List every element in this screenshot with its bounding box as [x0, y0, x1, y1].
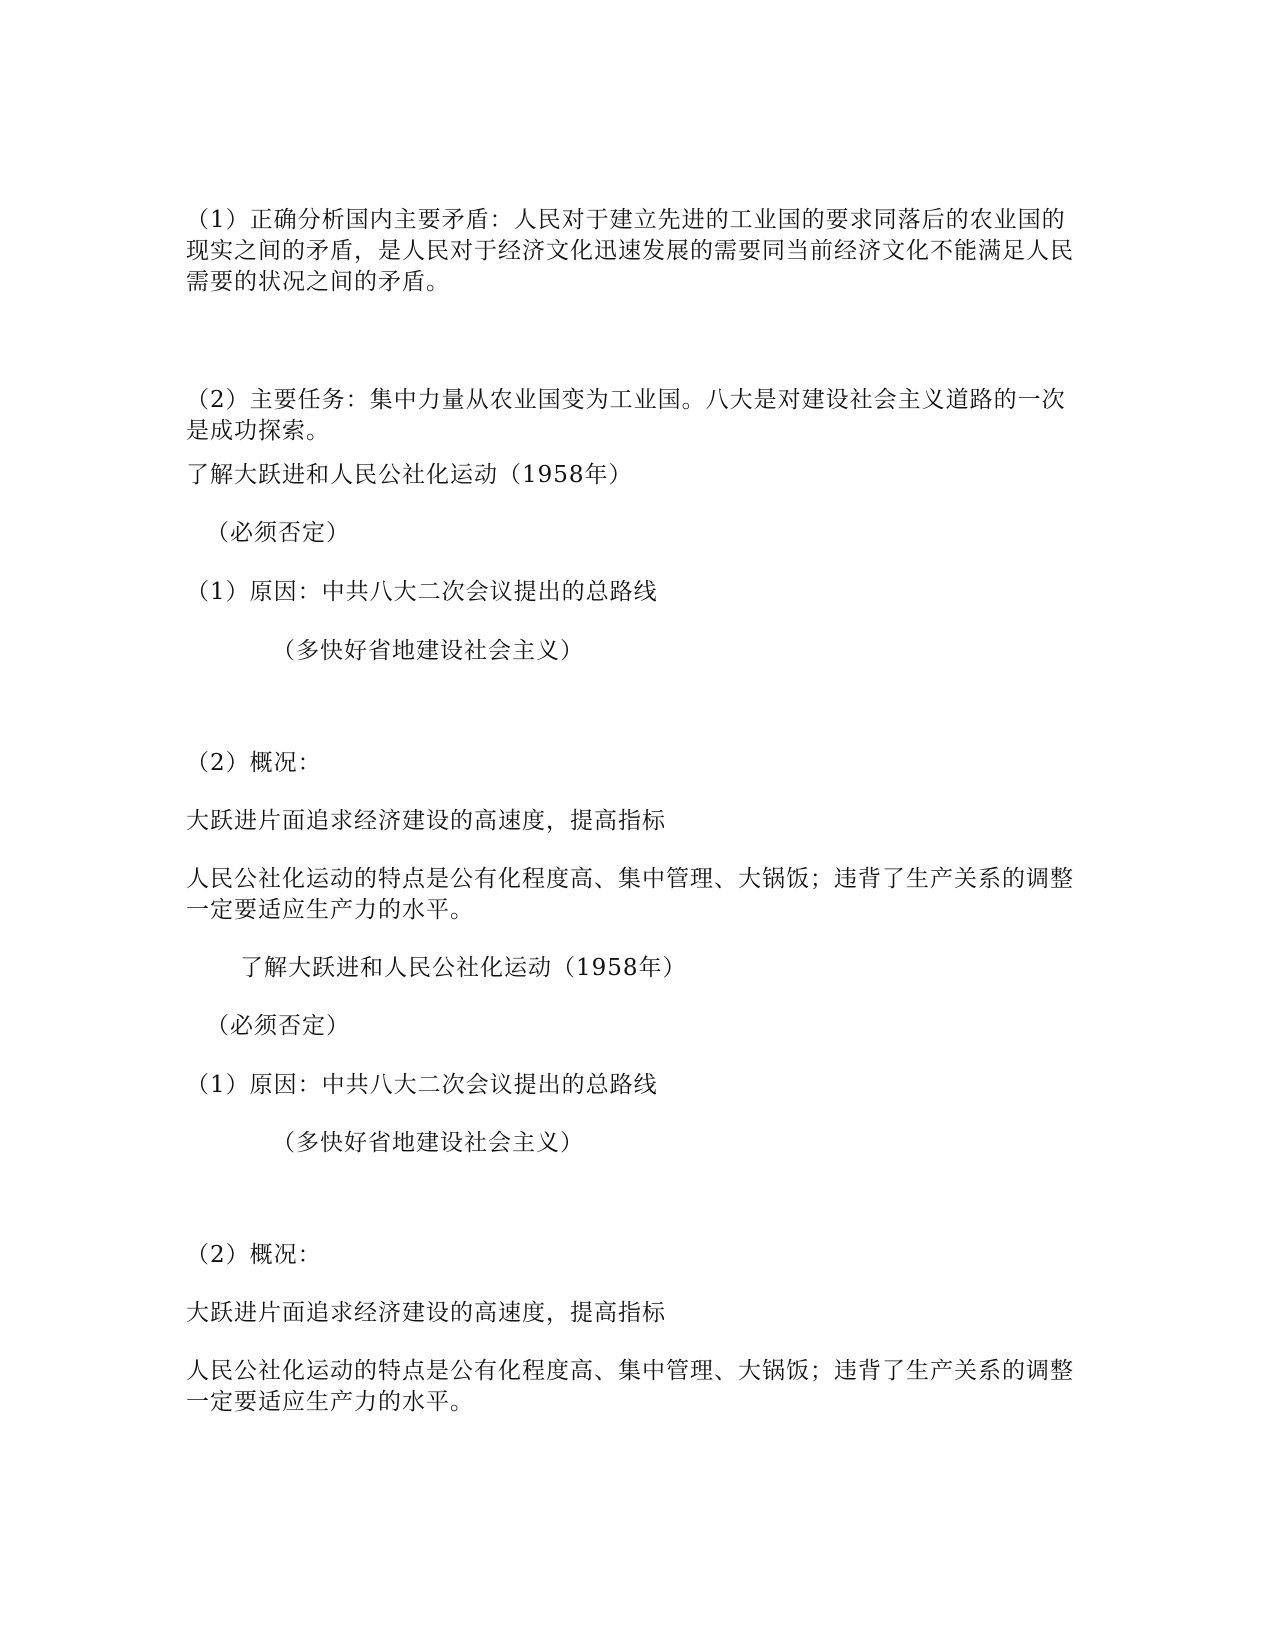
paragraph-commune-features: 人民公社化运动的特点是公有化程度高、集中管理、大锅饭；违背了生产关系的调整一定要适应生产力的水平。 — [186, 866, 1074, 923]
paragraph-great-leap-desc-repeat: 大跃进片面追求经济建设的高速度，提高指标 — [186, 1300, 666, 1326]
paragraph-great-leap-desc: 大跃进片面追求经济建设的高速度，提高指标 — [186, 808, 666, 834]
paragraph-cause-repeat: （1）原因：中共八大二次会议提出的总路线 — [186, 1072, 658, 1098]
paragraph-main-task: （2）主要任务：集中力量从农业国变为工业国。八大是对建设社会主义道路的一次是成功探索。 — [186, 387, 1066, 444]
paragraph-cause: （1）原因：中共八大二次会议提出的总路线 — [186, 579, 658, 605]
paragraph-overview-label-repeat: （2）概况： — [186, 1242, 322, 1268]
paragraph-general-line-repeat: （多快好省地建设社会主义） — [272, 1130, 584, 1156]
paragraph-commune-features-repeat: 人民公社化运动的特点是公有化程度高、集中管理、大锅饭；违背了生产关系的调整一定要适应生产力的水平。 — [186, 1358, 1074, 1415]
note-must-negate-repeat: （必须否定） — [206, 1013, 350, 1039]
section-heading-great-leap: 了解大跃进和人民公社化运动（1958年） — [186, 462, 633, 488]
paragraph-overview-label: （2）概况： — [186, 750, 322, 776]
section-heading-great-leap-repeat: 了解大跃进和人民公社化运动（1958年） — [240, 955, 687, 981]
note-must-negate: （必须否定） — [206, 520, 350, 546]
paragraph-general-line: （多快好省地建设社会主义） — [272, 638, 584, 664]
paragraph-main-contradiction: （1）正确分析国内主要矛盾：人民对于建立先进的工业国的要求同落后的农业国的现实之间的矛盾，是人民对于经济文化迅速发展的需要同当前经济文化不能满足人民需要的状况之间的矛盾。 — [186, 207, 1074, 295]
